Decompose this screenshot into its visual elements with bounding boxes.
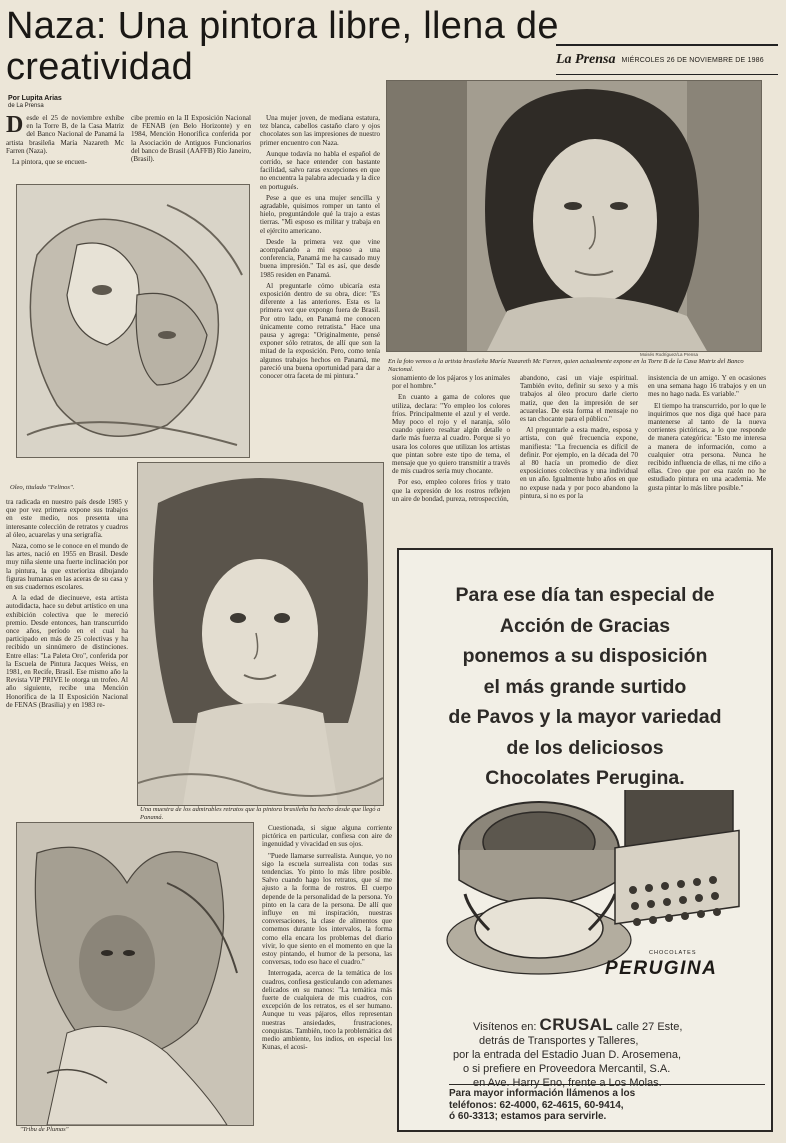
ad-info-line: Para mayor información llámenos a los xyxy=(449,1088,636,1099)
article-paragraph: Pese a que es una mujer sencilla y agradable, quisimos romper un tanto el hielo, preguntándole qué la trajo a estas tierras. "Mi esposo es militar y trabaja en el ejército americano. xyxy=(260,193,380,235)
article-paragraph: insistencia de un amigo. Y en ocasiones en una semana hago 16 trabajos y en un mes no hago nada. Es variable." xyxy=(648,374,766,399)
ad-visit-line: en Ave. Harry Eno, frente a Los Molas. xyxy=(473,1077,662,1089)
ad-headline xyxy=(405,580,765,794)
article-paragraph: "Puede llamarse surrealista. Aunque, yo no sigo la escuela surrealista con todas sus tendencias. Yo pinto lo más libre posible. Salvo cuando hago los retratos, que sí me ajusto a la forma de rostros. El cuerpo depende de la personalidad de la persona. Yo pinto en la cara de la persona. De allí que influye en mi inspiración, nuestras conversaciones, la clase de alimentos que comemos durante los intervalos, la forma como ella encara los problemas del diario vivir, lo que siento en el momento en que la estoy pintando, el humor de la persona, las conversas, todo eso hace el cuadro." xyxy=(262,851,392,967)
photo-artist-portrait xyxy=(386,80,762,352)
article-paragraph: Al preguntarle cómo ubicaría esta exposición dentro de su obra, dice: "Es diferente a las anteriores. Esta es la primera vez que expongo fuera de Brasil. Por otro lado, en Panamá me conocen únicamente como retratista." Hace una pausa y agrega: "Originalmente, pensé exponer sólo retratos, de allí que son la mitad de la exposición. Pero, como tenía algunos trabajos hechos en Panamá, me pareció una buena oportunidad para dar a conocer otra faceta de mi pintura." xyxy=(260,281,380,381)
ad-line: de los deliciosos xyxy=(506,736,664,759)
caption-felinos: Oleo, titulado "Felinos". xyxy=(10,484,75,491)
article-col1-mid xyxy=(6,498,128,810)
article-col2-top xyxy=(131,114,251,178)
article-paragraph: El tiempo ha transcurrido, por lo que le inquirimos que nos diga qué hace para mantenerse al tanto de la nueva corrientes pictóricas, a lo que responde de manera categórica: "Esto me interesa a manera de información, como a cualquier otra persona. Nunca he recibido influencia de ellas, ni me ciño a ellas. Creo que por esa razón no he estudiado pintura en una academia. Me gusta pintar lo más libre posible." xyxy=(648,401,766,492)
caption-artist-portrait: En la foto vemos a la artista brasileña María Nazareth Mc Farren, quien actualmente expone en la Torre B de la Casa Matriz del Banco Nacional. xyxy=(388,358,744,373)
painting-felinos-art xyxy=(17,185,249,457)
photo-credit: Moisés Rodríguez/La Prensa xyxy=(640,352,699,357)
ad-visit-line: o si prefiere en Proveedora Mercantil, S.A. xyxy=(463,1063,671,1075)
ad-visit-line: detrás de Transportes y Talleres, xyxy=(479,1035,639,1047)
painting-girl-art xyxy=(138,463,383,805)
article-col3-top xyxy=(260,114,380,414)
masthead xyxy=(556,44,778,75)
article-paragraph: Una mujer joven, de mediana estatura, tez blanca, cabellos castaño claro y ojos chocolates son las impresiones de nuestro primer encuentro con Naza. xyxy=(260,114,380,147)
headline xyxy=(6,6,606,88)
chocolate-box-icon xyxy=(615,790,739,926)
article-paragraph: tra radicada en nuestro país desde 1985 y que por vez primera expone sus trabajos en este medio, nos presenta una interesante colección de retratos y cuadros al óleo, acuarelas y una serigrafía. xyxy=(6,498,128,539)
article-paragraph: La pintora, que se encuen- xyxy=(12,158,88,167)
article-paragraph: Desde la primera vez que vine acompañando a mi esposo a una conferencia, Panamá me ha causado muy buena impresión." Tal es así, que desde 1985 residen en Panamá. xyxy=(260,237,380,279)
article-paragraph: esde el 25 de noviembre exhibe en la Torre B, de la Casa Matriz del Banco Nacional de Panamá la artista brasileña María Nazareth Mc Farren (Naza). xyxy=(6,114,124,155)
ad-line: Chocolates Perugina. xyxy=(485,767,685,789)
ad-line: Acción de Gracias xyxy=(499,614,671,637)
ad-info-line: teléfonos: 62-4000, 62-4615, 60-9414, xyxy=(449,1099,624,1111)
article-col3-mid xyxy=(392,374,510,544)
ad-line: Para ese día tan especial de xyxy=(455,584,715,606)
article-col-bottom xyxy=(262,824,392,1136)
photo-artist-art xyxy=(387,81,761,351)
perugina-advertisement xyxy=(397,548,773,1132)
ad-visit-line: por la entrada del Estadio Juan D. Arosemena, xyxy=(453,1049,682,1061)
article-paragraph: En cuanto a gama de colores que utiliza, declara: "Yo empleo los colores fríos. Principalmente el azul y el verde. Muy poco el rojo y el naranja, sólo cuando quiero resaltar algún detalle o darle más fuerza al cuadro. Porque si yo usara los colores que utilizan los artistas que pintan sobre este tipo de tema, el mensaje que yo quiero transmitir a través de mis cuadros sería muy chocante. xyxy=(392,393,510,476)
article-dropcap: D xyxy=(6,114,24,138)
article-paragraph: A la edad de diecinueve, esta artista autodidacta, hace su debut artístico en una exhibición colectiva que le mereció premio. Desde entonces, han transcurrido once años, período en el cual ha participado en más de 25 colectivas y ha recibido un sinnúmero de distinciones. Entre ellas: "La Paleta Oro", conferida por la Escuela de Pintura Jacques Weiss, en 1981, en Recife, Brasil. Ese mismo año la Revista VIP PRIVE le otorga un trofeo. Al año siguiente, recibe una Mención Honorífica de la II Exposición Nacional de FENAS (Brasilia) y en 1983 re- xyxy=(6,594,128,709)
caption-girl-painting: Una muestra de los admirables retratos que la pintora brasileña ha hecho desde que llegó a Panamá. xyxy=(140,806,381,821)
ad-brand-small: CHOCOLATES xyxy=(649,950,697,956)
headline-line-1: Naza: Una pintora libre, llena de xyxy=(6,5,559,47)
ad-brand-logo: PERUGINA xyxy=(605,958,718,979)
article-col5-mid xyxy=(648,374,766,540)
masthead-logo: La Prensa xyxy=(556,52,616,67)
painting-girl-portrait xyxy=(137,462,384,806)
masthead-date: MIÉRCOLES 26 DE NOVIEMBRE DE 1986 xyxy=(621,56,764,64)
ad-visit-prefix: Visítenos en: xyxy=(473,1021,537,1033)
ad-line: ponemos a su disposición xyxy=(462,645,708,667)
headline-line-2: creatividad xyxy=(6,46,194,88)
article-paragraph: cibe premio en la II Exposición Nacional de FENAB (en Belo Horizonte) y en 1984, Mención Honorífica conferida por la Asociación de Antiguos Funcionarios del banco de Brasil (AAFFB) Río Janeiro, (Brasil). xyxy=(131,114,251,164)
article-paragraph: Cuestionada, si sigue alguna corriente pictórica en particular, confiesa con aire de ingenuidad y vivacidad en sus ojos. xyxy=(262,824,392,849)
ad-visit-block xyxy=(439,1015,769,1090)
article-paragraph: Naza, como se le conoce en el mundo de las artes, nació en 1955 en Brasil. Desde muy niña siente una fuerte inclinación por la pintura, la que exterioriza dibujando figuras humanas en las aceras de su casa y en sus cuadernos escolares. xyxy=(6,542,128,592)
article-paragraph: abandono, casi un viaje espiritual. También evito, definir su sexo y a mis trabajos al óleo procuro darle cierto matiz, que den la impresión de ser acuarelas. De esta forma el mensaje no es tan chocante para el público." xyxy=(520,374,638,424)
painting-plumas-art xyxy=(17,823,253,1125)
ad-store-name: CRUSAL xyxy=(539,1015,614,1034)
byline-outlet: de La Prensa xyxy=(8,103,44,109)
article-paragraph: sionamiento de los pájaros y los animales por el hombre." xyxy=(392,374,510,391)
ad-visit-line: calle 27 Este, xyxy=(616,1021,683,1033)
article-col4-mid xyxy=(520,374,638,544)
ad-info-block xyxy=(449,1084,765,1123)
article-paragraph: Interrogada, acerca de la temática de los cuadros, confiesa gesticulando con ademanes delicados en su manos: "La temática más fuerte de cualquiera de mis cuadros, con excepción de los retratos, es el ser humano. Aunque tu veas pájaros, ellos representan nuestras ansiedades, frustraciones, conquistas. También, toco la problemática del medio ambiente, los indios, en especial los Kunas, el acosi- xyxy=(262,969,392,1052)
ad-line: el más grande surtido xyxy=(483,675,687,698)
article-col1-top xyxy=(6,114,124,178)
ad-info-line: ó 60-3313; estamos para servirle. xyxy=(449,1111,607,1122)
painting-tribu-de-plumas xyxy=(16,822,254,1126)
article-paragraph: Aunque todavía no habla el español de corrido, se hace entender con bastante facilidad, salvo raras excepciones en que no encuentra la palabra adecuada y la dice en portugués. xyxy=(260,149,380,191)
article-paragraph: Por eso, empleo colores fríos y trato que la expresión de los rostros reflejen un aire de bondad, pureza, retrospección, xyxy=(392,478,510,503)
painting-felinos xyxy=(16,184,250,458)
caption-plumas: "Tribu de Plumas" xyxy=(20,1126,69,1133)
ad-line: de Pavos y la mayor variedad xyxy=(448,706,722,728)
article-paragraph: Al preguntarle a esta madre, esposa y artista, con qué frecuencia expone, manifiesta: "La frecuencia es difícil de definir. Por ejemplo, en la década del 70 al 80 hacía un promedio de diez exposiciones colectivas y una individual en un año. Igualmente hubo años en que no expuse nada y por poco abandono la pintura, si no es por la xyxy=(520,426,638,500)
byline-author: Por Lupita Arias xyxy=(8,95,62,102)
